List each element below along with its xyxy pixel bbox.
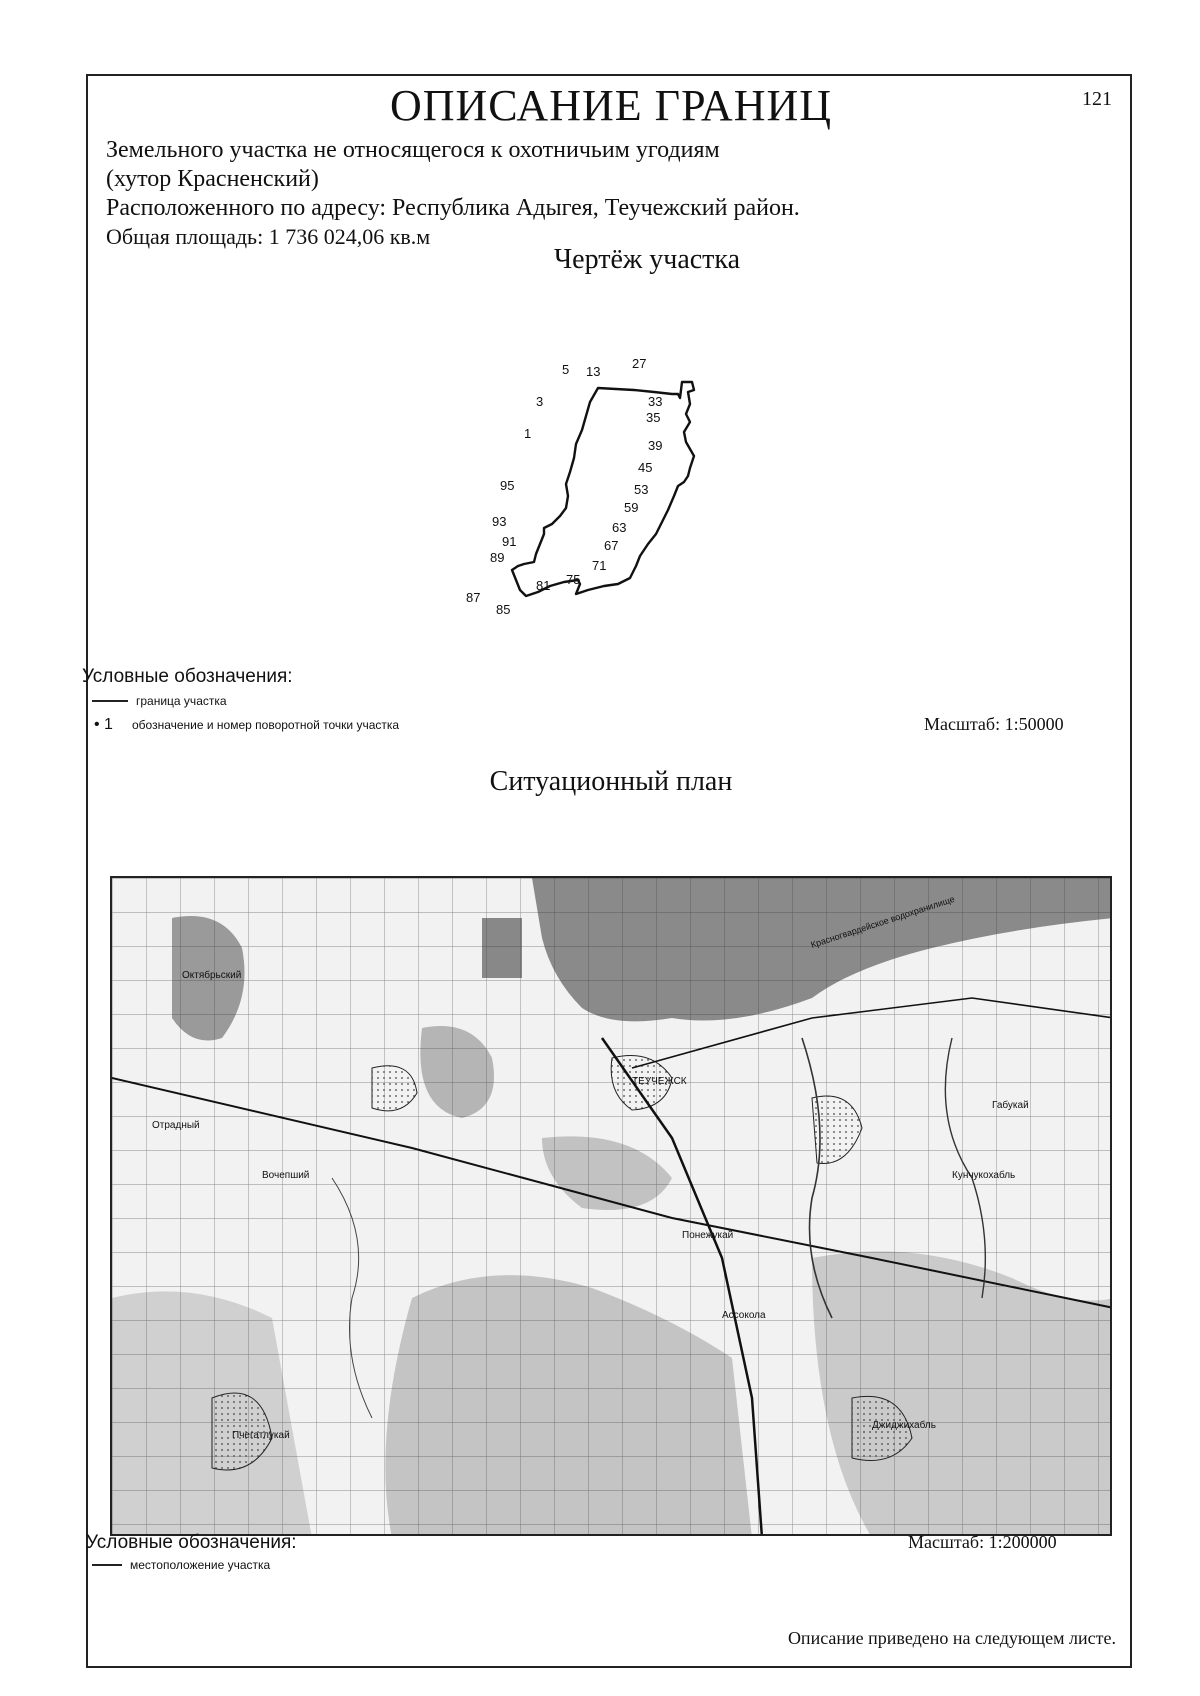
document-title: ОПИСАНИЕ ГРАНИЦ: [389, 81, 833, 130]
boundary-point-label: 33: [648, 394, 663, 409]
situation-map: [110, 876, 1112, 1536]
map-place-label: Красногвардейское водохранилище: [809, 893, 956, 950]
total-area: Общая площадь: 1 736 024,06 кв.м: [106, 224, 431, 249]
boundary-point-label: 81: [536, 578, 551, 593]
boundary-point-label: 63: [612, 520, 627, 535]
footer-note: Описание приведено на следующем листе.: [787, 1628, 1116, 1648]
boundary-point-label: 3: [536, 394, 544, 409]
situation-plan-title: Ситуационный план: [489, 766, 733, 797]
point-symbol: • 1: [94, 716, 113, 733]
location-line-symbol: [92, 1564, 122, 1566]
situation-map-graphic: [112, 878, 1112, 1536]
legend-boundary-label: граница участка: [136, 694, 227, 708]
map-place-label: Понежукай: [682, 1230, 734, 1241]
boundary-point-label: 89: [490, 550, 505, 565]
map-place-label: Ассокола: [722, 1310, 766, 1321]
legend-location-item: [92, 1558, 270, 1572]
drawing-scale: Масштаб: 1:50000: [924, 714, 1064, 734]
parcel-drawing: [88, 76, 1134, 716]
legend-point-label: обозначение и номер поворотной точки участка: [132, 718, 400, 732]
boundary-point-label: 67: [604, 538, 619, 553]
boundary-point-label: 93: [492, 514, 507, 529]
map-place-label: Габукай: [992, 1100, 1029, 1111]
page-number: 121: [1082, 88, 1112, 110]
description-line-2: (хутор Красненский): [106, 166, 319, 192]
boundary-point-label: 45: [638, 460, 653, 475]
boundary-point-label: 27: [632, 356, 647, 371]
boundary-point-label: 39: [648, 438, 663, 453]
map-scale: Масштаб: 1:200000: [908, 1532, 1057, 1552]
map-place-label: Отрадный: [152, 1120, 200, 1131]
map-place-label: ТЕУЧЕЖСК: [632, 1076, 687, 1087]
document-frame: [82, 74, 1132, 1668]
map-place-label: Пчегатлукай: [232, 1430, 290, 1441]
boundary-point-label: 85: [496, 602, 511, 617]
boundary-point-label: 91: [502, 534, 517, 549]
legend-top-title: Условные обозначения:: [82, 666, 293, 687]
legend-point-item: [94, 716, 399, 734]
boundary-point-label: 5: [562, 362, 570, 377]
description-line-1: Земельного участка не относящегося к охотничьим угодиям: [106, 137, 720, 163]
boundary-point-label: 95: [500, 478, 515, 493]
legend-location-label: местоположение участка: [130, 1558, 271, 1572]
boundary-line-symbol: [92, 700, 128, 702]
boundary-point-label: 13: [586, 364, 601, 379]
description-line-3: Расположенного по адресу: Республика Адыгея, Теучежский район.: [106, 195, 800, 221]
boundary-point-label: 53: [634, 482, 649, 497]
boundary-point-label: 87: [466, 590, 481, 605]
map-place-label: Джиджихабль: [872, 1420, 936, 1431]
legend-boundary-item: [92, 694, 227, 708]
map-place-label: Кунчукохабль: [952, 1170, 1016, 1181]
boundary-point-label: 71: [592, 558, 607, 573]
legend-bottom-title: Условные обозначения:: [86, 1532, 297, 1553]
map-place-label: Вочепший: [262, 1170, 310, 1181]
boundary-point-label: 1: [524, 426, 532, 441]
drawing-title: Чертёж участка: [553, 244, 741, 275]
map-place-label: Октябрьский: [182, 970, 242, 981]
boundary-point-label: 59: [624, 500, 639, 515]
boundary-point-label: 35: [646, 410, 661, 425]
boundary-point-label: 75: [566, 572, 581, 587]
